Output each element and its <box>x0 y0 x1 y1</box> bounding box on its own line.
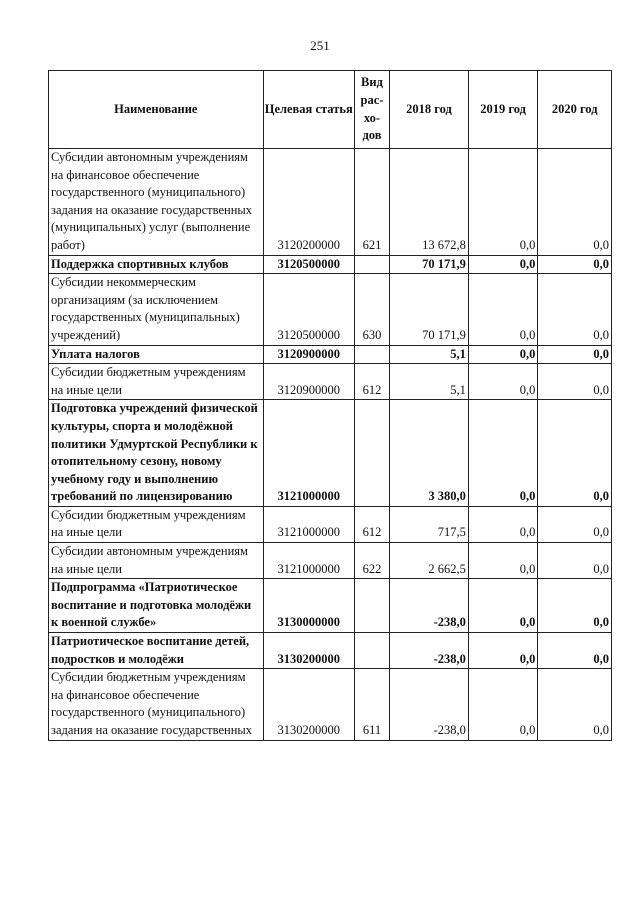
header-type: Вид рас-хо-дов <box>354 71 389 149</box>
cell-code: 3120900000 <box>263 345 354 364</box>
cell-name: Подпрограмма «Патриотическое воспитание и подготовка молодёжи к военной службе» <box>49 579 264 633</box>
cell-code: 3121000000 <box>263 400 354 507</box>
page-number: 251 <box>310 38 330 53</box>
table-row <box>49 543 612 579</box>
cell-type: 630 <box>354 274 389 345</box>
table-row <box>49 400 612 507</box>
header-2020: 2020 год <box>538 71 612 149</box>
table-header <box>49 71 612 149</box>
cell-y2018: -238,0 <box>390 579 469 633</box>
cell-type <box>354 579 389 633</box>
cell-y2018: 2 662,5 <box>390 543 469 579</box>
cell-code: 3120900000 <box>263 364 354 400</box>
cell-y2019: 0,0 <box>468 274 537 345</box>
cell-y2019: 0,0 <box>468 579 537 633</box>
table-row <box>49 345 612 364</box>
header-2018: 2018 год <box>390 71 469 149</box>
cell-y2019: 0,0 <box>468 345 537 364</box>
cell-type: 622 <box>354 543 389 579</box>
cell-y2020: 0,0 <box>538 669 612 740</box>
cell-name: Уплата налогов <box>49 345 264 364</box>
header-code: Целевая статья <box>263 71 354 149</box>
header-2019: 2019 год <box>468 71 537 149</box>
cell-name: Субсидии автономным учреждениям на иные цели <box>49 543 264 579</box>
cell-type <box>354 400 389 507</box>
cell-y2018: 13 672,8 <box>390 149 469 256</box>
cell-name: Субсидии автономным учреждениям на финансовое обеспечение государственного (муниципального) задания на оказание государственных (муниципальных) услуг (выполнение работ) <box>49 149 264 256</box>
cell-y2019: 0,0 <box>468 255 537 274</box>
cell-name: Субсидии бюджетным учреждениям на иные цели <box>49 506 264 542</box>
cell-y2020: 0,0 <box>538 579 612 633</box>
cell-y2019: 0,0 <box>468 506 537 542</box>
table-row <box>49 364 612 400</box>
budget-table <box>48 70 612 741</box>
cell-code: 3120200000 <box>263 149 354 256</box>
table-row <box>49 669 612 740</box>
cell-code: 3121000000 <box>263 543 354 579</box>
header-name: Наименование <box>49 71 264 149</box>
cell-y2019: 0,0 <box>468 633 537 669</box>
cell-type <box>354 345 389 364</box>
cell-y2020: 0,0 <box>538 149 612 256</box>
table-row <box>49 633 612 669</box>
cell-y2018: 70 171,9 <box>390 255 469 274</box>
cell-y2020: 0,0 <box>538 506 612 542</box>
cell-y2018: -238,0 <box>390 669 469 740</box>
cell-type: 621 <box>354 149 389 256</box>
cell-y2019: 0,0 <box>468 400 537 507</box>
table-row <box>49 149 612 256</box>
cell-code: 3120500000 <box>263 274 354 345</box>
cell-type <box>354 255 389 274</box>
cell-code: 3130000000 <box>263 579 354 633</box>
table-body <box>49 149 612 741</box>
cell-code: 3121000000 <box>263 506 354 542</box>
cell-y2018: 3 380,0 <box>390 400 469 507</box>
cell-type: 612 <box>354 364 389 400</box>
cell-name: Поддержка спортивных клубов <box>49 255 264 274</box>
cell-y2020: 0,0 <box>538 274 612 345</box>
cell-name: Патриотическое воспитание детей, подростков и молодёжи <box>49 633 264 669</box>
cell-name: Субсидии некоммерческим организациям (за исключением государственных (муниципальных) учреждений) <box>49 274 264 345</box>
cell-y2019: 0,0 <box>468 669 537 740</box>
table-row <box>49 506 612 542</box>
cell-y2019: 0,0 <box>468 543 537 579</box>
cell-y2018: 70 171,9 <box>390 274 469 345</box>
cell-y2020: 0,0 <box>538 400 612 507</box>
table-row <box>49 579 612 633</box>
cell-y2020: 0,0 <box>538 345 612 364</box>
cell-y2020: 0,0 <box>538 543 612 579</box>
cell-type <box>354 633 389 669</box>
cell-y2019: 0,0 <box>468 149 537 256</box>
cell-code: 3130200000 <box>263 669 354 740</box>
table-row <box>49 274 612 345</box>
cell-name: Подготовка учреждений физической культуры, спорта и молодёжной политики Удмуртской Республики к отопительному сезону, новому учебному году и выполнению требований по лицензированию <box>49 400 264 507</box>
cell-type: 612 <box>354 506 389 542</box>
cell-y2019: 0,0 <box>468 364 537 400</box>
cell-code: 3120500000 <box>263 255 354 274</box>
table-row <box>49 255 612 274</box>
cell-y2018: 717,5 <box>390 506 469 542</box>
cell-code: 3130200000 <box>263 633 354 669</box>
cell-y2020: 0,0 <box>538 633 612 669</box>
cell-y2018: -238,0 <box>390 633 469 669</box>
cell-name: Субсидии бюджетным учреждениям на финансовое обеспечение государственного (муниципального) задания на оказание государственных <box>49 669 264 740</box>
cell-y2020: 0,0 <box>538 364 612 400</box>
cell-y2020: 0,0 <box>538 255 612 274</box>
cell-y2018: 5,1 <box>390 345 469 364</box>
cell-type: 611 <box>354 669 389 740</box>
cell-y2018: 5,1 <box>390 364 469 400</box>
cell-name: Субсидии бюджетным учреждениям на иные цели <box>49 364 264 400</box>
